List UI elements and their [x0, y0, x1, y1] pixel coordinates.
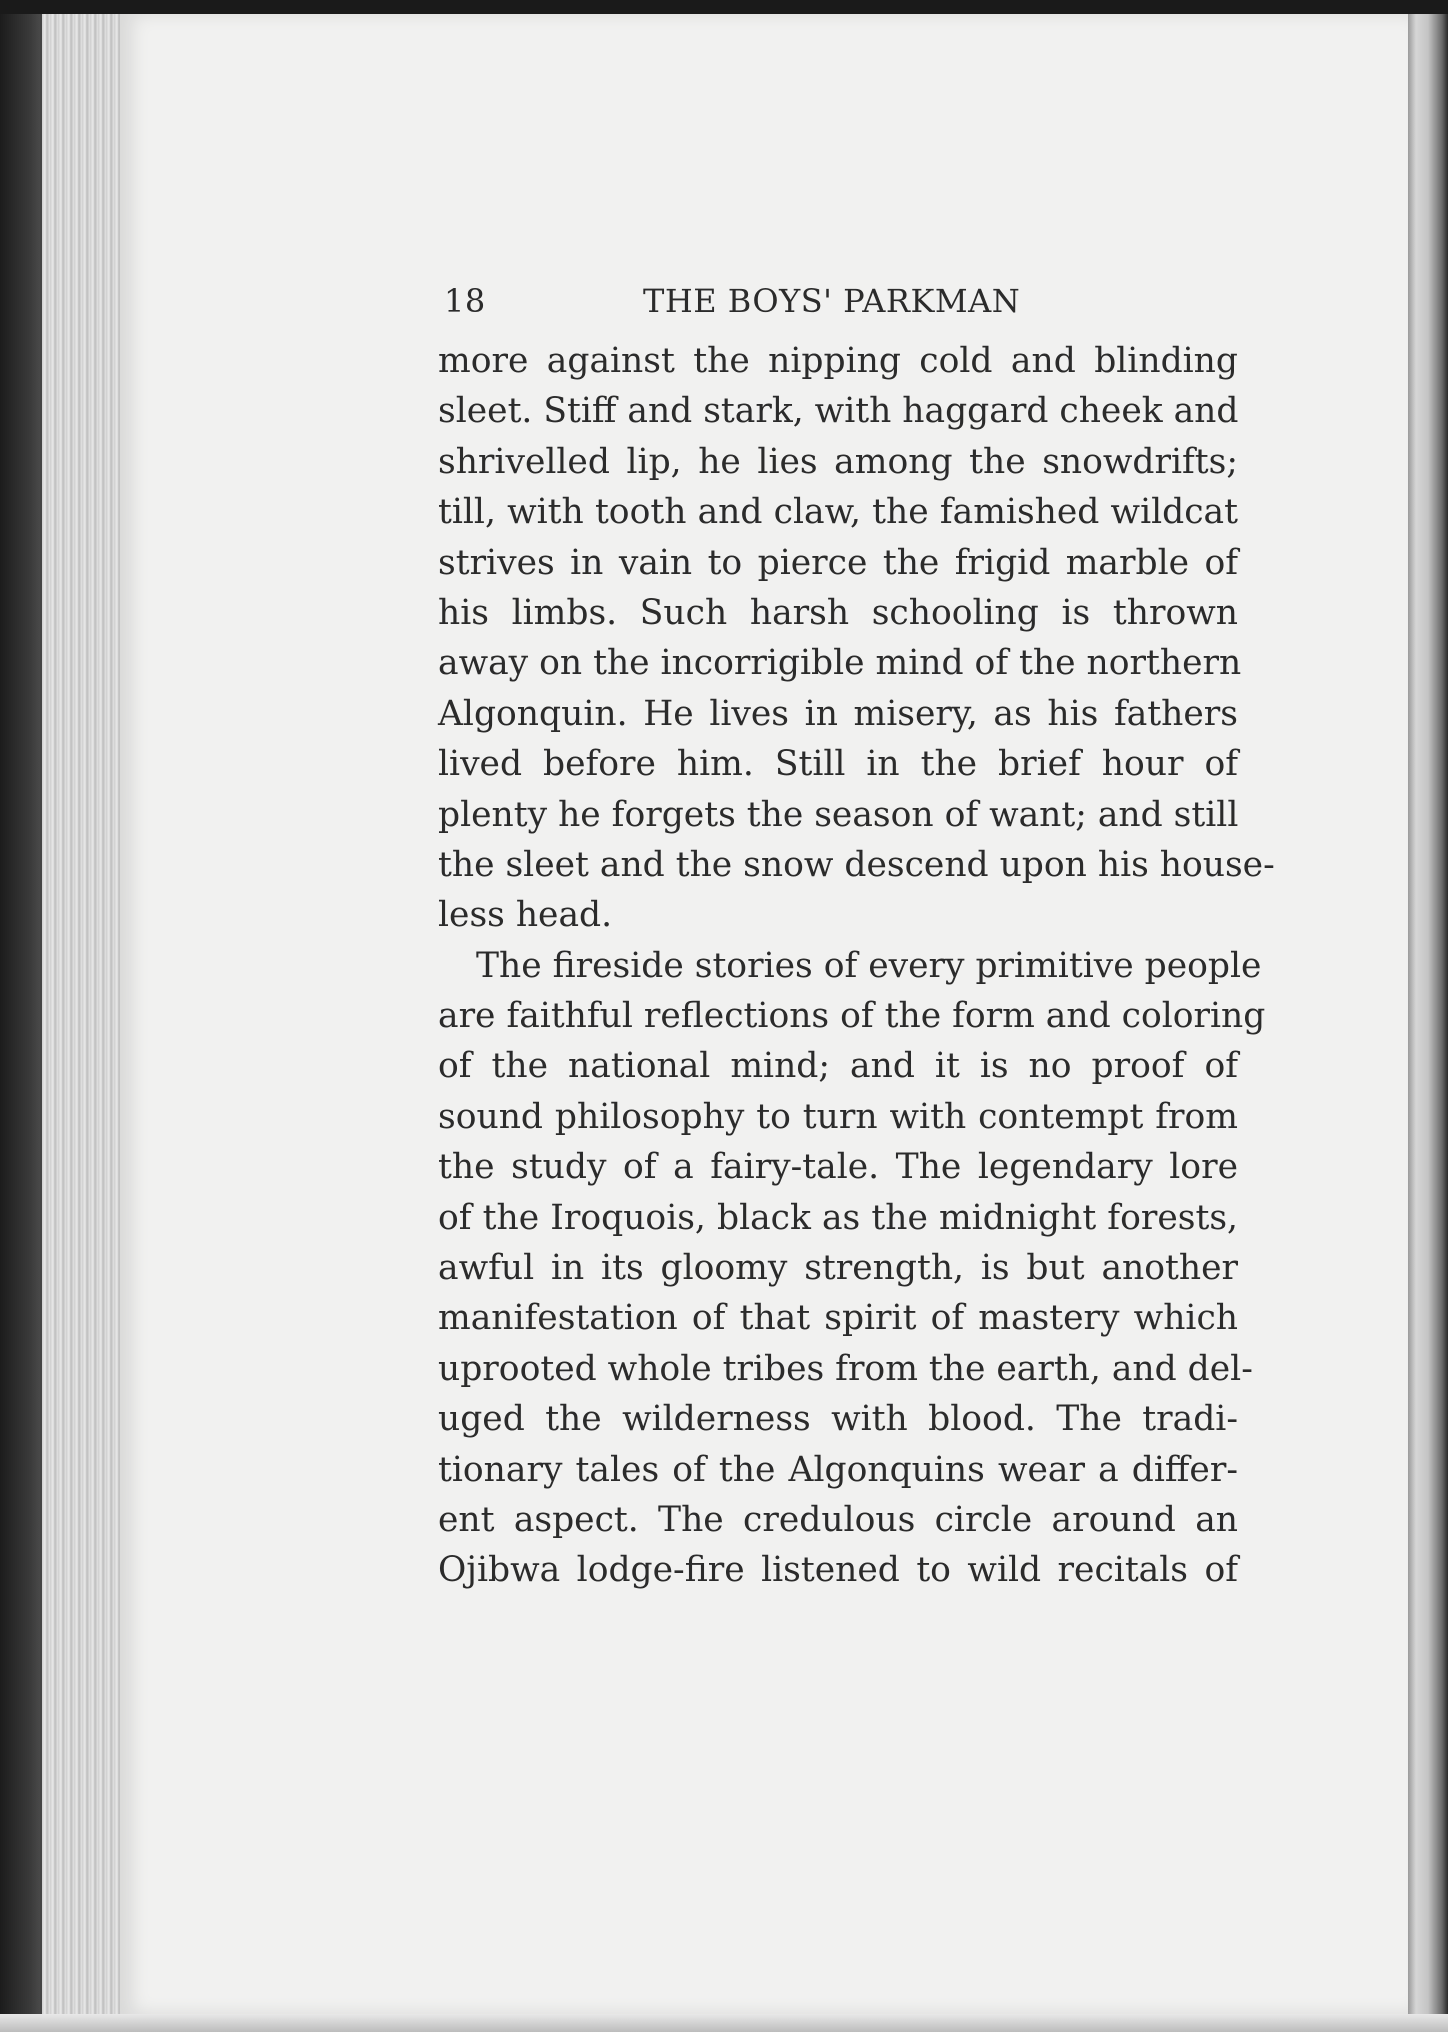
text-line: of the national mind; and it is no proof of: [438, 1046, 1238, 1087]
running-title: THE BOYS' PARKMAN: [643, 282, 1021, 320]
text-line: till, with tooth and claw, the famished wildcat: [438, 492, 1238, 533]
text-line: ent aspect. The credulous circle around an: [438, 1499, 1238, 1540]
text-line: sleet. Stiff and stark, with haggard cheek and: [438, 391, 1239, 432]
page-edges: [40, 6, 132, 2026]
text-line: uged the wilderness with blood. The tradi-: [438, 1399, 1238, 1440]
text-line: of the Iroquois, black as the midnight forests,: [438, 1197, 1238, 1238]
text-line: his limbs. Such harsh schooling is thrown: [438, 592, 1238, 633]
text-line: plenty he forgets the season of want; and still: [438, 794, 1239, 835]
text-line: are faithful reflections of the form and coloring: [438, 996, 1266, 1037]
text-line: the sleet and the snow descend upon his house-: [438, 844, 1275, 885]
text-line: strives in vain to pierce the frigid marble of: [438, 542, 1238, 583]
text-line: tionary tales of the Algonquins wear a differ-: [438, 1449, 1238, 1490]
text-line: less head.: [438, 895, 613, 936]
text-line: away on the incorrigible mind of the northern: [438, 643, 1242, 684]
bottom-border: [0, 2014, 1448, 2032]
text-line: The fireside stories of every primitive people: [476, 945, 1262, 986]
paragraph-2: [438, 941, 1266, 1596]
text-line: Algonquin. He lives in misery, as his fathers: [438, 693, 1238, 734]
paragraph-1: [438, 336, 1275, 941]
text-line: awful in its gloomy strength, is but another: [438, 1248, 1238, 1289]
page-number: 18: [444, 282, 486, 320]
running-head: [438, 270, 1238, 336]
right-gutter: [1408, 0, 1448, 2032]
text-line: more against the nipping cold and blinding: [438, 341, 1238, 381]
page-text: [438, 270, 1275, 1596]
text-line: shrivelled lip, he lies among the snowdrifts;: [438, 441, 1238, 482]
top-border: [0, 0, 1448, 14]
text-line: Ojibwa lodge-fire listened to wild recitals of: [438, 1550, 1238, 1591]
text-line: the study of a fairy-tale. The legendary lore: [438, 1147, 1238, 1188]
text-line: lived before him. Still in the brief hour of: [438, 744, 1238, 785]
text-line: sound philosophy to turn with contempt from: [438, 1096, 1238, 1137]
text-line: manifestation of that spirit of mastery which: [438, 1298, 1238, 1339]
text-line: uprooted whole tribes from the earth, and del-: [438, 1348, 1253, 1389]
